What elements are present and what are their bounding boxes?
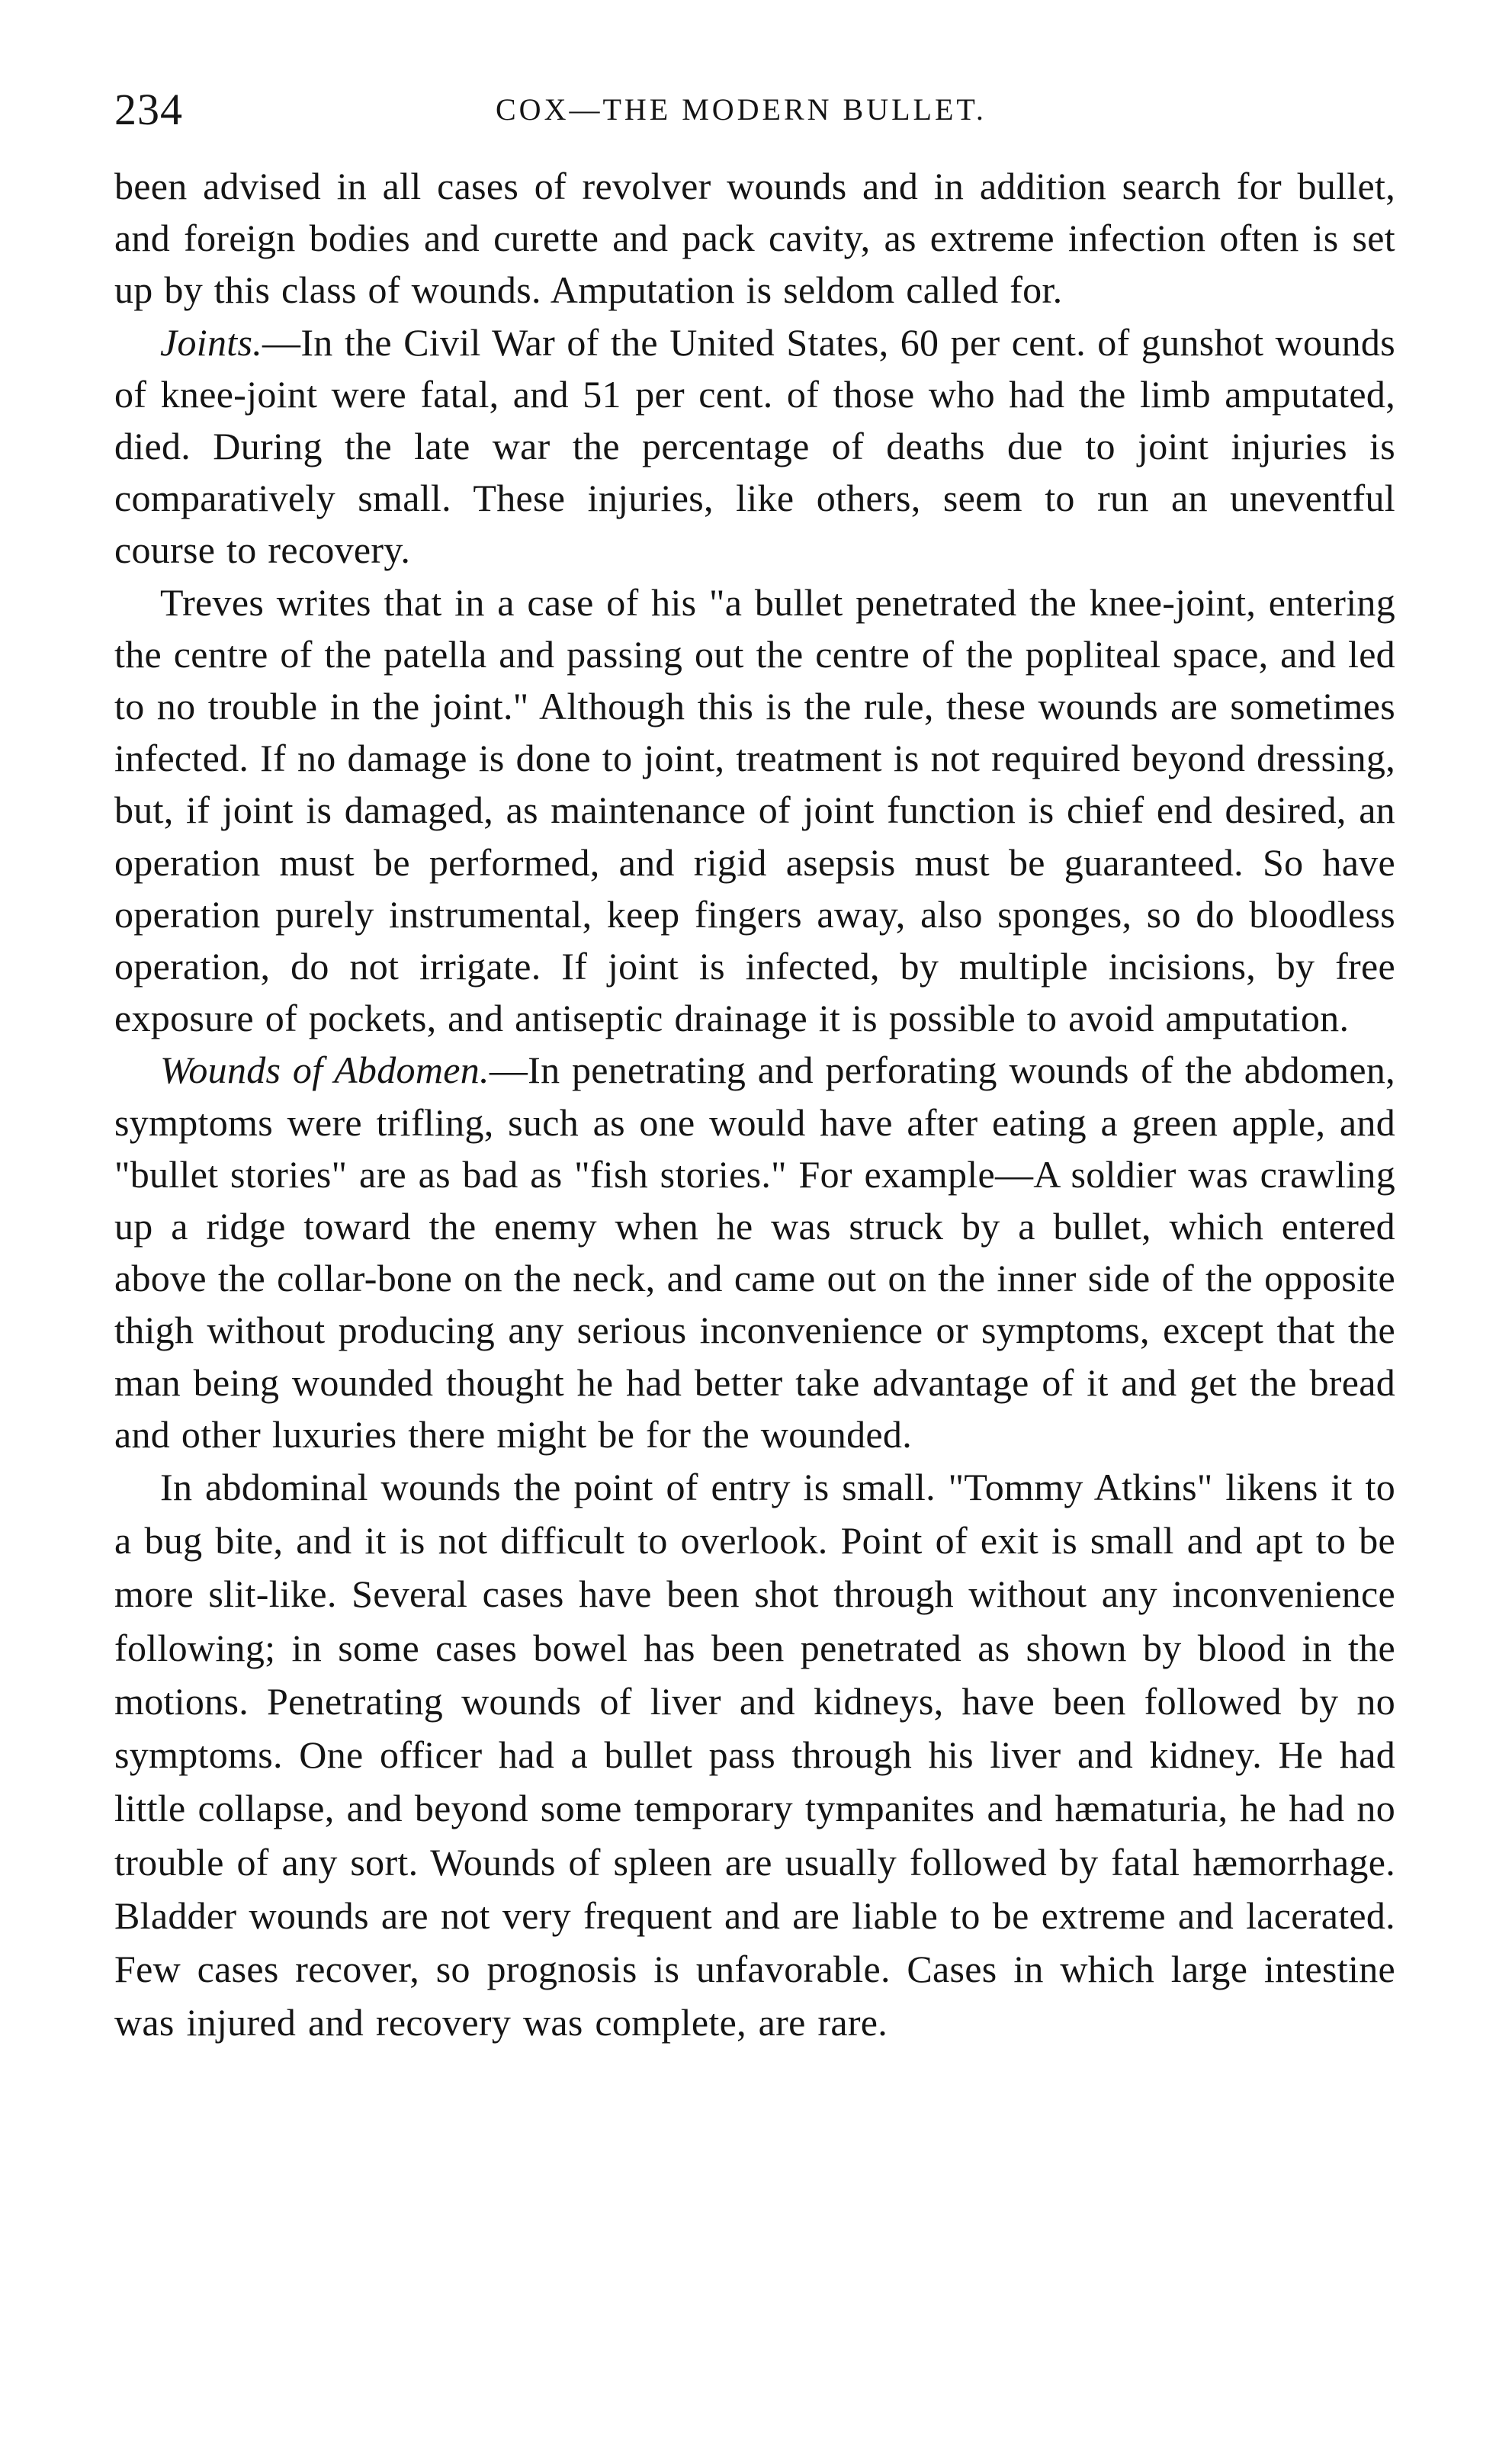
- paragraph-abdomen: [114, 1044, 1395, 1460]
- paragraph-treves: [114, 577, 1395, 1045]
- paragraph-text: Treves writes that in a case of his "a bullet penetrated the knee-joint, entering the centre of the patella and passing out the centre of the popliteal space, and led to no trouble in the joint." Although this is the rule, these wounds are sometimes infected. If no damage is done to joint, treatment is not required beyond dressing, but, if joint is damaged, as maintenance of joint function is chief end desired, an operation must be performed, and rigid asepsis must be guaranteed. So have operation purely instrumental, keep fingers away, also sponges, so do bloodless operation, do not irrigate. If joint is infected, by multiple incisions, by free exposure of pockets, and antiseptic drainage it is possible to avoid amputation.: [114, 580, 1395, 1040]
- section-heading-joints: Joints.: [160, 320, 263, 364]
- paragraph-abdominal-wounds: [114, 1460, 1395, 2049]
- paragraph-text: —In the Civil War of the United States, 60 per cent. of gunshot wounds of knee-joint were fatal, and 51 per cent. of those who had the limb amputated, died. During the late war the percentage of deaths due to joint injuries is comparatively small. These injuries, like others, seem to run an uneventful course to recovery.: [114, 320, 1395, 572]
- lower-text-block: [114, 1460, 1395, 2049]
- paragraph-text: —In penetrating and perforating wounds of the abdomen, symptoms were trifling, such as one would have after eating a green apple, and "bullet stories" are as bad as "fish stories." For example—A soldier was crawling up a ridge toward the enemy when he was struck by a bullet, which entered above the collar-bone on the neck, and came out on the inner side of the opposite thigh without producing any serious inconvenience or symptoms, except that the man being wounded thought he had better take advantage of it and get the bread and other luxuries there might be for the wounded.: [114, 1049, 1395, 1456]
- paragraph-joints: [114, 316, 1395, 577]
- page-number: 234: [114, 85, 183, 134]
- paragraph-text: been advised in all cases of revolver wounds and in addition search for bullet, and foreign bodies and curette and pack cavity, as extreme infection often is set up by this class of wounds. Amputation is seldom called for.: [114, 165, 1395, 312]
- running-head: [114, 79, 1411, 140]
- section-heading-abdomen: Wounds of Abdomen.: [160, 1049, 490, 1092]
- running-title: COX—THE MODERN BULLET.: [496, 92, 987, 127]
- body-text: [114, 160, 1395, 2049]
- paragraph-revolver-wounds: [114, 160, 1395, 316]
- paragraph-text: In abdominal wounds the point of entry is small. "Tommy Atkins" likens it to a bug bite, and it is not difficult to overlook. Point of exit is small and apt to be more slit-like. Several cases have been shot through without any inconvenience following; in some cases bowel has been penetrated as shown by blood in the motions. Penetrating wounds of liver and kidneys, have been followed by no symptoms. One officer had a bullet pass through his liver and kidney. He had little collapse, and beyond some temporary tympanites and hæmaturia, he had no trouble of any sort. Wounds of spleen are usually followed by fatal hæmorrhage. Bladder wounds are not very frequent and are liable to be extreme and lacerated. Few cases recover, so prognosis is unfavorable. Cases in which large intestine was injured and recovery was complete, are rare.: [114, 1466, 1395, 2044]
